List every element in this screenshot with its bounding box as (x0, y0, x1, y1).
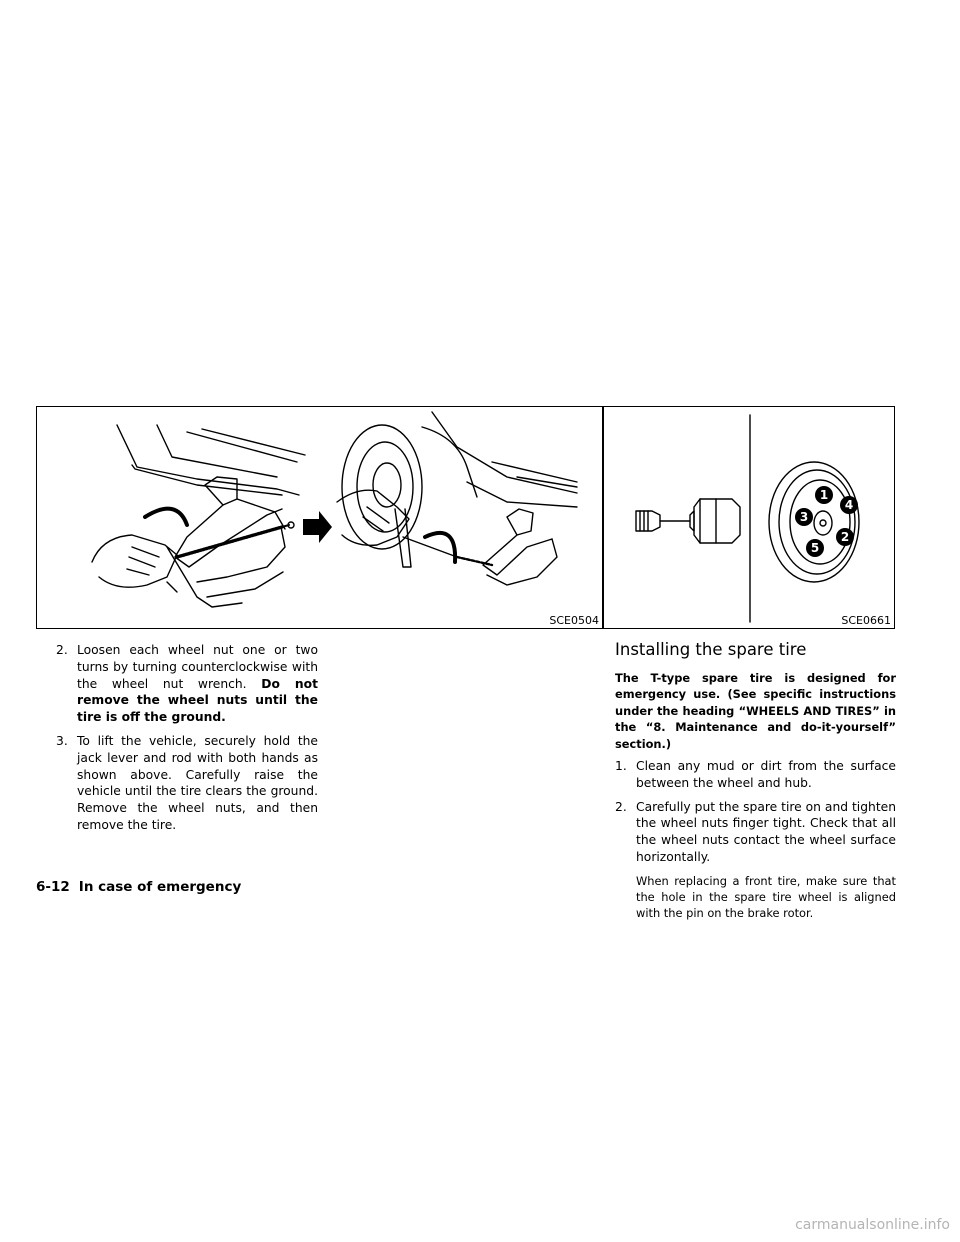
wheel-label-5: 5 (810, 541, 820, 555)
step-text: To lift the vehicle, securely hold the jack lever and rod with both hands as shown above. Carefully raise the vehicle until the tire clears the ground. Remove the wheel nuts, and then remove the tire. (77, 733, 318, 832)
wheel-label-2: 2 (840, 530, 850, 544)
step-note: When replacing a front tire, make sure that the hole in the spare tire wheel is aligned with the pin on the brake rotor. (636, 873, 896, 921)
step-text: Clean any mud or dirt from the surface between the wheel and hub. (636, 759, 896, 790)
wheel-nut-pattern-figure (603, 406, 895, 629)
figure-code-left: SCE0504 (549, 614, 599, 627)
right-column (615, 640, 896, 921)
step-number: 2. (56, 643, 68, 657)
wheel-nut-diagram (604, 407, 895, 629)
section-intro: The T-type spare tire is designed for emergency use. (See specific instructions under the heading “WHEELS AND TIRES” in the “8. Maintenance and do-it-yourself” section.) (615, 671, 896, 751)
jack-illustration (37, 407, 603, 629)
page-number: 6-12 (36, 879, 70, 895)
step-number: 2. (615, 799, 627, 814)
page-footer (36, 879, 241, 895)
wheel-label-3: 3 (799, 510, 809, 524)
step-text: Loosen each wheel nut one or two turns by turning counterclockwise with the wheel nut wrench. (77, 643, 318, 691)
step-item (615, 799, 896, 866)
step-item (56, 642, 318, 726)
figure-code-right: SCE0661 (841, 614, 891, 627)
step-text: Carefully put the spare tire on and tighten the wheel nuts finger tight. Check that all the wheel nuts contact the wheel surface horizontally. (636, 799, 896, 865)
wheel-label-4: 4 (844, 498, 854, 512)
left-column (56, 642, 318, 841)
section-title: Installing the spare tire (615, 640, 807, 659)
section-name: In case of emergency (78, 879, 242, 895)
wheel-label-1: 1 (819, 488, 829, 502)
step-number: 1. (615, 759, 627, 774)
step-number: 3. (56, 733, 68, 748)
step-item (615, 758, 896, 792)
watermark: carmanualsonline.info (795, 1217, 950, 1233)
jack-illustration-figure (36, 406, 603, 629)
step-warning: Do not remove the wheel nuts until the tire is off the ground. (77, 676, 318, 725)
step-item (56, 733, 318, 834)
